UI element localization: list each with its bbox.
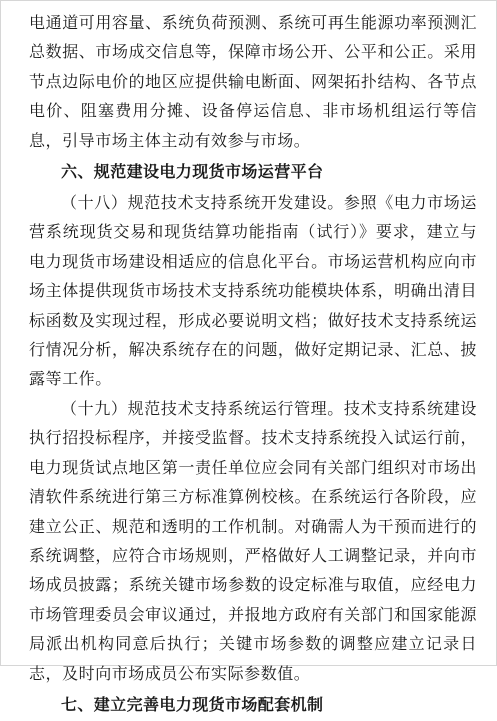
body-paragraph: （十八）规范技术支持系统开发建设。参照《电力市场运营系统现货交易和现货结算功能指南（试行）》要求，建立与电力现货市场建设相适应的信息化平台。市场运营机构应向市场主体提供现货市场技术支持系统功能模块体系，明确出清目标函数及实现过程，形成必要说明文档；做好技术支持系统运行情况分析，解决系统存在的问题，做好定期记录、汇总、披露等工作。 bbox=[29, 193, 477, 389]
body-paragraph: （十九）规范技术支持系统运行管理。技术支持系统建设执行招投标程序，并接受监督。技术支持系统投入试运行前，电力现货试点地区第一责任单位应会同有关部门组织对市场出清软件系统进行第三方标准算例校核。在系统运行各阶段，应建立公正、规范和透明的工作机制。对确需人为干预而进行的系统调整，应符合市场规则，严格做好人工调整记录，并向市场成员披露；系统关键市场参数的设定标准与取值，应经电力市场管理委员会审议通过，并报地方政府有关部门和国家能源局派出机构同意后执行；关键市场参数的调整应建立记录日志，及时向市场成员公布实际参数值。 bbox=[29, 398, 477, 683]
section-heading: 七、建立完善电力现货市场配套机制 bbox=[61, 694, 324, 714]
body-paragraph: 电通道可用容量、系统负荷预测、系统可再生能源功率预测汇总数据、市场成交信息等，保障市场公开、公平和公正。采用节点边际电价的地区应提供输电断面、网架拓扑结构、各节点电价、阻塞费用分摊、设备停运信息、非市场机组运行等信息，引导市场主体主动有效参与市场。 bbox=[29, 13, 477, 150]
document-page bbox=[29, 8, 477, 721]
section-heading: 六、规范建设电力现货市场运营平台 bbox=[61, 162, 324, 182]
